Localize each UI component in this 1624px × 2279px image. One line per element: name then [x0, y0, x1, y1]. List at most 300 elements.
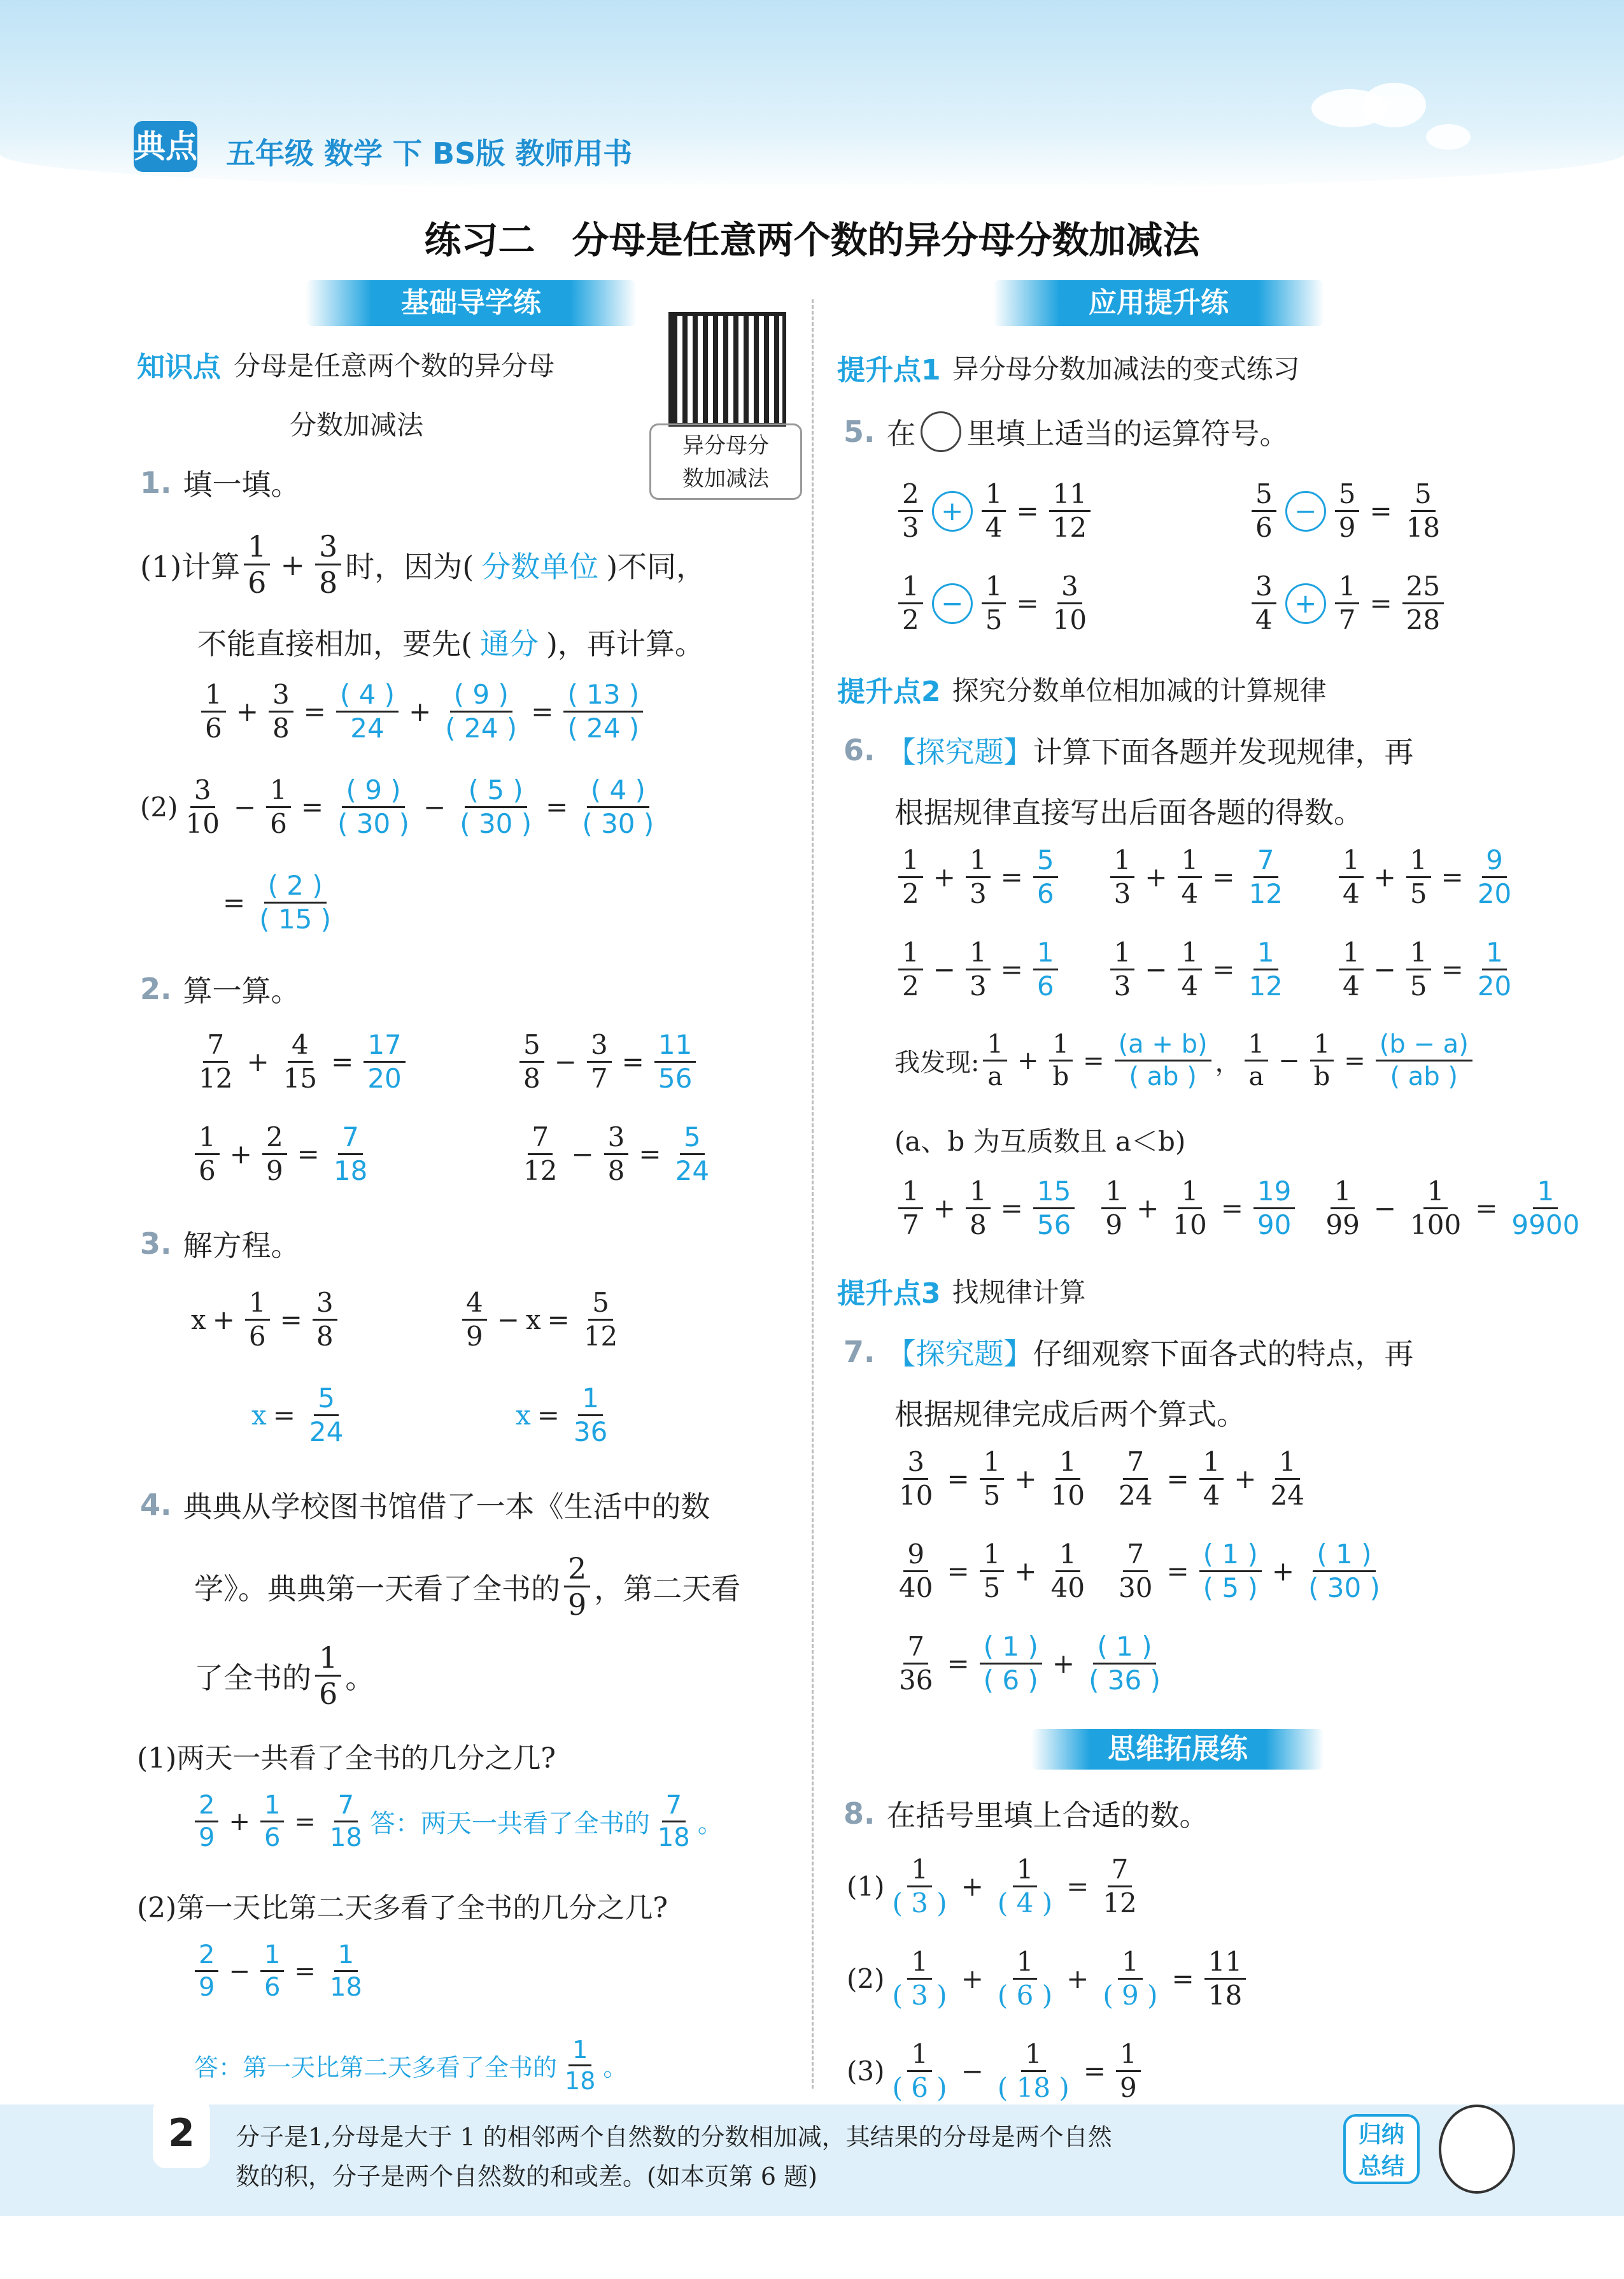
frac-den: 6 [248, 565, 267, 600]
fraction [1406, 939, 1431, 1000]
q6-expr [1106, 844, 1290, 909]
fraction [1099, 1856, 1140, 1917]
frac-num: 1 [980, 1449, 1005, 1480]
frac-num: 1 [898, 939, 923, 970]
q7-expr-4 [1111, 1538, 1388, 1603]
frac-den: 4 [1181, 878, 1199, 909]
equals-sign: = [1016, 588, 1039, 619]
frac-num: 1 [578, 1385, 603, 1416]
equals-sign: = [1441, 862, 1464, 893]
q3-equation-a [191, 1289, 341, 1350]
frac-den: a [987, 1062, 1003, 1091]
fraction [1474, 939, 1515, 1000]
frac-num: ( 4 ) [336, 681, 399, 713]
q3-title-row [140, 1223, 300, 1265]
fraction [563, 681, 643, 742]
frac-num: 1 [983, 1032, 1006, 1061]
frac-den: 6 [1255, 512, 1273, 543]
frac-num: 5 [519, 1032, 544, 1063]
frac-den: 8 [272, 713, 290, 744]
q6-finding [894, 1032, 1476, 1090]
plus-sign: + [1052, 1648, 1075, 1679]
frac-num: 1 [1310, 1032, 1334, 1061]
var-x: x [516, 1400, 531, 1431]
frac-den: 24 [1119, 1480, 1153, 1511]
equals-sign: = [537, 1400, 560, 1431]
frac-num: 1 [1178, 1178, 1203, 1209]
frac-den: 7 [590, 1063, 608, 1094]
fraction [966, 939, 991, 1000]
equals-sign: = [1000, 954, 1023, 985]
frac-num: 1 [1253, 939, 1278, 970]
equals-sign: = [1369, 588, 1392, 619]
frac-den: 30 [1119, 1572, 1153, 1603]
frac-den: b [1313, 1062, 1331, 1091]
fraction [1304, 1538, 1384, 1603]
frac-num: 11 [654, 1032, 696, 1063]
fraction [1049, 478, 1091, 543]
q1-title-row [140, 462, 300, 504]
tp2-tag: 提升点2 [837, 676, 941, 708]
frac-num: 1 [1049, 1032, 1073, 1061]
fraction [1322, 1175, 1363, 1240]
fraction [994, 1946, 1056, 2011]
frac-num: 9 [1482, 847, 1507, 878]
frac-num: 2 [262, 1124, 287, 1155]
frac-num: 3 [313, 1289, 337, 1321]
frac-den: ( 36 ) [1089, 1665, 1161, 1696]
q4-text-3a: 了全书的 [194, 1660, 311, 1695]
fraction [994, 1856, 1056, 1917]
frac-num: 7 [662, 1793, 686, 1822]
q5-text-b: 里填上适当的运算符号。 [966, 416, 1289, 451]
frac-den: ( 30 ) [337, 808, 410, 839]
operator-circle: − [932, 583, 973, 624]
q4-sub1-answer [191, 1793, 723, 1850]
frac-den: 18 [657, 1823, 690, 1852]
fraction [1245, 1032, 1268, 1090]
frac-num: 1 [1033, 939, 1058, 970]
equals-sign: = [531, 696, 554, 727]
frac-den: 40 [899, 1572, 933, 1603]
frac-num: 5 [1252, 481, 1276, 512]
fraction [654, 1029, 696, 1094]
frac-num: ( 5 ) [465, 777, 527, 808]
frac-den: 24 [675, 1155, 710, 1186]
frac-num: 1 [982, 481, 1006, 512]
frac-num: 1 [966, 847, 991, 878]
footer-text-2: 数的积，分子是两个自然数的和或差。(如本页第 6 题) [236, 2162, 817, 2190]
cloud-icon [1362, 83, 1426, 127]
fraction [898, 1175, 923, 1240]
q6-expr [1318, 1175, 1587, 1240]
frac-num: 3 [604, 1124, 629, 1155]
frac-num: 1 [1406, 847, 1431, 878]
fraction [269, 681, 293, 742]
frac-den: 4 [1342, 970, 1360, 1002]
equals-sign: = [546, 792, 568, 823]
q3-solution-a [251, 1382, 351, 1447]
frac-num: 1 [1199, 1449, 1224, 1480]
frac-num: 5 [1411, 481, 1436, 512]
knowledge-text: 分母是任意两个数的异分母 [234, 350, 555, 381]
equals-sign: = [1000, 862, 1023, 893]
q2-number: 2. [140, 972, 172, 1006]
fraction [1047, 1446, 1089, 1511]
frac-num: 7 [1123, 1449, 1148, 1480]
fraction [195, 1793, 218, 1850]
qr-code[interactable] [668, 312, 786, 427]
q4-text-2a: 学》。典典第一天看了全书的 [194, 1571, 560, 1606]
q6-number: 6. [844, 733, 875, 767]
fraction [1049, 1032, 1073, 1090]
equals-sign: = [547, 1304, 570, 1335]
frac-den: 36 [573, 1416, 608, 1447]
fraction [966, 1175, 991, 1240]
fraction [1245, 939, 1286, 1000]
qr-label-1: 异分母分 [682, 433, 769, 458]
frac-den: ( 6 ) [983, 1665, 1038, 1696]
q6-text-1: 计算下面各题并发现规律，再 [1033, 735, 1414, 769]
frac-num: 1 [334, 1942, 358, 1972]
frac-den: ( 6 ) [997, 1980, 1053, 2011]
fraction [895, 1538, 936, 1603]
var-x: x [191, 1304, 206, 1335]
q4-answer-2: 答：第一天比第二天多看了全书的 [194, 2054, 558, 2082]
frac-den: 9 [199, 1973, 215, 2002]
q8-title: 在括号里填上合适的数。 [886, 1798, 1209, 1833]
q2-expr-a [191, 1029, 409, 1094]
frac-den: ( 24 ) [567, 713, 640, 744]
cloud-icon [1426, 124, 1471, 150]
fraction [1507, 1175, 1583, 1240]
plus-sign: + [1145, 862, 1168, 893]
q7-line-1 [844, 1331, 1413, 1373]
q4-text-3b: 。 [345, 1660, 375, 1695]
q6-expr [894, 1175, 1078, 1240]
fraction [982, 573, 1006, 634]
frac-num: 15 [1033, 1178, 1075, 1209]
fraction [326, 1793, 366, 1850]
minus-sign: − [1373, 954, 1396, 985]
frac-num: 7 [528, 1124, 553, 1155]
frac-den: 12 [1052, 512, 1087, 543]
frac-den: 12 [1248, 970, 1283, 1002]
q3-title: 解方程。 [183, 1228, 300, 1263]
frac-den: 10 [1173, 1209, 1207, 1240]
fraction [313, 1289, 337, 1350]
frac-num: 1 [1335, 573, 1360, 604]
frac-den: 10 [1050, 1480, 1085, 1511]
frac-den: 3 [969, 878, 987, 909]
plus-sign: + [933, 1193, 956, 1224]
plus-sign: + [280, 547, 305, 582]
frac-den: 18 [329, 1973, 362, 2002]
frac-den: 20 [367, 1063, 402, 1094]
frac-num: 1 [907, 1856, 932, 1887]
frac-den: 2 [902, 604, 919, 635]
equals-sign: = [1369, 495, 1392, 527]
frac-den: 100 [1410, 1209, 1462, 1240]
tp2-row [837, 669, 1327, 709]
equals-sign: = [1000, 1193, 1023, 1224]
frac-den: 6 [1036, 878, 1054, 909]
q2-title-row [140, 968, 300, 1010]
q4-line-1 [140, 1484, 710, 1526]
frac-num: 1 [1275, 1449, 1300, 1480]
fraction [456, 774, 535, 839]
q5-title-row [844, 411, 1289, 453]
frac-den: 7 [902, 1209, 919, 1240]
plus-sign: + [236, 696, 258, 727]
fraction [182, 774, 223, 839]
frac-den: 6 [319, 1677, 338, 1711]
frac-num: 7 [203, 1032, 228, 1063]
frac-num: 7 [903, 1633, 928, 1665]
q5-text-a: 在 [886, 416, 916, 451]
q3-equation-b [458, 1289, 625, 1350]
q8-expr-1 [847, 1856, 1145, 1917]
fraction [966, 844, 991, 909]
page-number: 2 [153, 2098, 210, 2168]
fraction [1402, 573, 1444, 634]
logo: 典点 [134, 121, 197, 172]
frac-den: 12 [1248, 878, 1283, 909]
equals-sign: = [303, 696, 326, 727]
period: 。 [603, 2054, 628, 2082]
frac-num: 2 [195, 1793, 218, 1822]
minus-sign: − [1373, 1193, 1397, 1224]
minus-sign: − [554, 1046, 577, 1077]
q8-label: (1) [847, 1871, 885, 1902]
frac-num: 5 [588, 1289, 613, 1321]
equals-sign: = [621, 1046, 644, 1077]
tp1-tag: 提升点1 [837, 354, 941, 387]
fraction [980, 1538, 1005, 1603]
frac-num: 7 [1253, 847, 1278, 878]
plus-sign: + [1234, 1463, 1257, 1494]
frac-num: 1 [244, 532, 270, 565]
frac-num: 1 [1056, 1541, 1080, 1572]
frac-num: 1 [1482, 939, 1507, 970]
q8-number: 8. [844, 1796, 875, 1831]
frac-den: ( 6 ) [892, 2072, 947, 2103]
q1-p1c: )不同， [606, 549, 706, 584]
plus-sign: + [409, 696, 432, 727]
q3-solution-b [516, 1382, 615, 1447]
q6-expr [1106, 939, 1290, 1000]
fraction [898, 478, 923, 543]
frac-num: 1 [898, 1178, 923, 1209]
frac-num: 1 [1178, 939, 1203, 970]
frac-num: 3 [903, 1449, 928, 1480]
q6-row-3 [894, 1175, 1587, 1240]
frac-den: 12 [199, 1063, 233, 1094]
summary-tag [1343, 2114, 1420, 2184]
frac-num: 1 [982, 573, 1006, 604]
frac-num: 7 [1123, 1541, 1148, 1572]
frac-den: 18 [1208, 1980, 1243, 2011]
frac-den: 9 [265, 1155, 283, 1186]
knowledge-line-2: 分数加减法 [290, 409, 424, 441]
fraction [1110, 939, 1135, 1000]
frac-den: 10 [185, 808, 220, 839]
q7-number: 7. [844, 1335, 875, 1369]
frac-num: 1 [907, 2041, 932, 2072]
frac-den: 56 [1036, 1209, 1071, 1240]
frac-den: 3 [969, 970, 987, 1002]
q7-tag: 【探究题】 [886, 1337, 1033, 1371]
fraction [245, 1289, 270, 1350]
fraction [364, 1029, 405, 1094]
frac-den: 24 [1270, 1480, 1305, 1511]
frac-den: 5 [1409, 970, 1427, 1002]
tp2-text: 探究分数单位相加减的计算规律 [952, 675, 1327, 706]
frac-num: 2 [195, 1942, 218, 1972]
fraction [578, 774, 658, 839]
frac-den: 90 [1257, 1209, 1292, 1240]
q7-line-2: 根据规律完成后两个算式。 [894, 1397, 1246, 1431]
frac-num: 1 [245, 1289, 270, 1321]
plus-sign: + [1136, 1193, 1159, 1224]
frac-den: 2 [902, 970, 919, 1002]
frac-den: 7 [1338, 604, 1356, 635]
operator-circle: + [932, 491, 973, 532]
q1-part1-row2 [197, 621, 704, 663]
frac-den: 10 [899, 1480, 933, 1511]
frac-den: 18 [1406, 512, 1441, 543]
q7-expr-2 [1111, 1446, 1312, 1511]
equals-sign: = [1083, 1046, 1105, 1076]
frac-den: 6 [264, 1973, 281, 2002]
plus-sign: + [961, 1871, 984, 1902]
fraction [1376, 1032, 1472, 1090]
summary-tag-1: 归纳 [1358, 2122, 1404, 2148]
frac-den: 10 [1052, 604, 1087, 635]
fraction [983, 1032, 1006, 1090]
frac-num: 1 [1013, 1949, 1038, 1980]
q6-expr [1335, 844, 1519, 909]
fraction [898, 844, 923, 909]
frac-den: ( 4 ) [997, 1887, 1053, 1919]
frac-num: 9 [903, 1541, 928, 1572]
q8-title-row [844, 1793, 1208, 1835]
fraction [1110, 844, 1135, 909]
minus-sign: − [933, 954, 956, 985]
minus-sign: − [229, 1956, 250, 1986]
q6-expr [1335, 939, 1519, 1000]
fraction [195, 1942, 218, 2000]
fraction [1115, 1538, 1156, 1603]
equals-sign: = [1166, 1463, 1189, 1494]
frac-den: 9 [568, 1587, 587, 1622]
q7-expr-5 [891, 1633, 1168, 1694]
frac-num: ( 4 ) [587, 777, 649, 808]
frac-num: ( 9 ) [450, 681, 512, 713]
q2-expr-d [516, 1121, 717, 1186]
minus-sign: − [233, 792, 257, 823]
frac-num: 4 [288, 1032, 313, 1063]
frac-den: 9 [1105, 1209, 1123, 1240]
plus-sign: + [1066, 1963, 1089, 1994]
frac-den: 5 [1409, 878, 1427, 909]
frac-num: 1 [266, 777, 291, 808]
frac-den: ( 18 ) [997, 2072, 1070, 2103]
operator-circle: + [1285, 583, 1326, 624]
q2-title: 算一算。 [183, 974, 300, 1008]
frac-den: 4 [1255, 604, 1273, 635]
frac-den: 5 [985, 604, 1003, 635]
frac-num: 1 [898, 573, 923, 604]
fraction [1474, 844, 1515, 909]
fraction [1115, 1446, 1156, 1511]
frac-num: 1 [1116, 2041, 1141, 2072]
q4-sub2-answer [194, 2038, 627, 2093]
fraction [1245, 844, 1286, 909]
q1-answer-tongfen: 通分 [479, 627, 539, 661]
frac-den: 4 [1342, 878, 1360, 909]
frac-den: a [1248, 1062, 1264, 1091]
band-basic: 基础导学练 [306, 280, 637, 326]
equals-sign: = [272, 1400, 295, 1431]
fraction [570, 1382, 611, 1447]
frac-den: 99 [1325, 1209, 1360, 1240]
fraction [1099, 1946, 1161, 2011]
var-x: x [251, 1400, 267, 1431]
frac-num: 1 [980, 1541, 1005, 1572]
fraction [279, 1029, 321, 1094]
frac-num: 3 [1252, 573, 1276, 604]
fraction [1169, 1175, 1210, 1240]
frac-den: ( 15 ) [259, 904, 332, 935]
frac-den: 6 [248, 1321, 266, 1352]
equals-sign: = [294, 1956, 316, 1986]
equals-sign: = [1441, 954, 1464, 985]
minus-sign: − [497, 1304, 519, 1335]
frac-den: 20 [1477, 878, 1512, 909]
var-x: x [525, 1304, 541, 1335]
fraction [980, 1633, 1042, 1694]
q1-answer-unit: 分数单位 [481, 549, 599, 584]
frac-num: 1 [201, 681, 226, 713]
plus-sign: + [1373, 862, 1396, 893]
q6-tag: 【探究题】 [886, 735, 1033, 769]
q1-part2-row [140, 774, 661, 839]
fraction [195, 1121, 220, 1186]
frac-num: 3 [190, 777, 215, 808]
frac-den: 28 [1406, 604, 1441, 635]
frac-num: 1 [966, 939, 991, 970]
q5-expr-4 [1248, 573, 1448, 634]
minus-sign: − [571, 1139, 594, 1170]
fraction [1199, 1446, 1224, 1511]
frac-den: 24 [350, 713, 385, 744]
q7-expr-1 [891, 1446, 1092, 1511]
frac-den: 12 [583, 1321, 618, 1352]
frac-den: 9900 [1511, 1209, 1580, 1240]
frac-num: 5 [680, 1124, 705, 1155]
frac-num: 1 [1101, 1178, 1126, 1209]
frac-den: 12 [523, 1155, 558, 1186]
frac-den: 9 [199, 1823, 215, 1852]
fraction [195, 1029, 236, 1094]
fraction [1339, 844, 1364, 909]
frac-den: 5 [983, 1480, 1001, 1511]
q5-expr-2 [1248, 478, 1448, 543]
fraction [1178, 939, 1203, 1000]
frac-num: 1 [1339, 939, 1364, 970]
frac-num: 25 [1402, 573, 1444, 604]
